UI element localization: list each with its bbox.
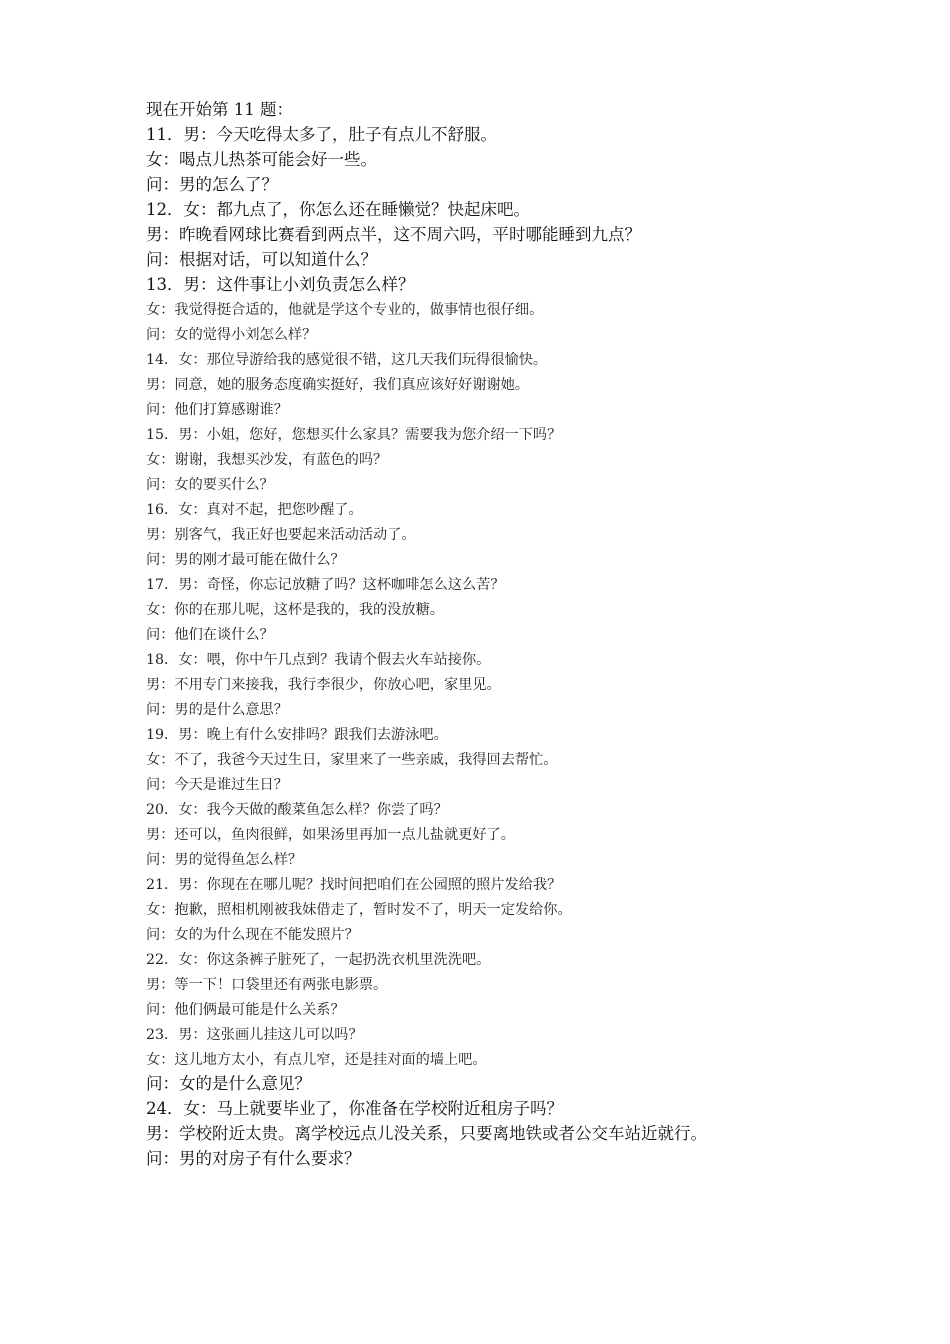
question-line: 问：男的刚才最可能在做什么？ <box>146 552 345 568</box>
question-line: 问：女的觉得小刘怎么样？ <box>146 327 317 343</box>
question-line: 问：女的是什么意见？ <box>146 1074 311 1093</box>
dialogue-line: 11．男：今天吃得太多了，肚子有点儿不舒服。 <box>146 125 497 144</box>
dialogue-line: 18．女：喂，你中午几点到？我请个假去火车站接你。 <box>146 652 491 668</box>
dialogue-line: 男：学校附近太贵。离学校远点儿没关系，只要离地铁或者公交车站近就行。 <box>146 1124 707 1143</box>
dialogue-line: 女：我觉得挺合适的，他就是学这个专业的，做事情也很仔细。 <box>146 302 544 318</box>
dialogue-line: 17．男：奇怪，你忘记放糖了吗？这杯咖啡怎么这么苦？ <box>146 577 505 593</box>
dialogue-line: 女：这儿地方太小，有点儿窄，还是挂对面的墙上吧。 <box>146 1052 487 1068</box>
question-line: 问：根据对话，可以知道什么？ <box>146 250 377 269</box>
dialogue-line: 男：同意，她的服务态度确实挺好，我们真应该好好谢谢她。 <box>146 377 530 393</box>
dialogue-line: 女：谢谢，我想买沙发，有蓝色的吗？ <box>146 452 388 468</box>
dialogue-line: 男：还可以，鱼肉很鲜，如果汤里再加一点儿盐就更好了。 <box>146 827 515 843</box>
dialogue-line: 19．男：晚上有什么安排吗？跟我们去游泳吧。 <box>146 727 448 743</box>
dialogue-line: 女：不了，我爸今天过生日，家里来了一些亲戚，我得回去帮忙。 <box>146 752 558 768</box>
question-line: 问：男的怎么了？ <box>146 175 278 194</box>
dialogue-line: 女：喝点儿热茶可能会好一些。 <box>146 150 377 169</box>
dialogue-line: 女：你的在那儿呢，这杯是我的，我的没放糖。 <box>146 602 444 618</box>
dialogue-line: 22．女：你这条裤子脏死了，一起扔洗衣机里洗洗吧。 <box>146 952 491 968</box>
dialogue-line: 女：抱歉，照相机刚被我妹借走了，暂时发不了，明天一定发给你。 <box>146 902 572 918</box>
dialogue-line: 23．男：这张画儿挂这儿可以吗？ <box>146 1027 363 1043</box>
dialogue-line: 16．女：真对不起，把您吵醒了。 <box>146 502 363 518</box>
dialogue-line: 20．女：我今天做的酸菜鱼怎么样？你尝了吗？ <box>146 802 448 818</box>
question-line: 问：男的是什么意思？ <box>146 702 288 718</box>
question-line: 问：男的对房子有什么要求？ <box>146 1149 361 1168</box>
question-line: 问：男的觉得鱼怎么样？ <box>146 852 303 868</box>
question-line: 问：女的要买什么？ <box>146 477 274 493</box>
question-line: 问：他们俩最可能是什么关系？ <box>146 1002 345 1018</box>
dialogue-line: 男：不用专门来接我，我行李很少，你放心吧，家里见。 <box>146 677 501 693</box>
dialogue-line: 15．男：小姐，您好，您想买什么家具？需要我为您介绍一下吗？ <box>146 427 562 443</box>
question-line: 问：今天是谁过生日？ <box>146 777 288 793</box>
dialogue-line: 24．女：马上就要毕业了，你准备在学校附近租房子吗？ <box>146 1099 563 1118</box>
question-line: 问：他们打算感谢谁？ <box>146 402 288 418</box>
question-line: 问：他们在谈什么？ <box>146 627 274 643</box>
dialogue-line: 14．女：那位导游给我的感觉很不错，这几天我们玩得很愉快。 <box>146 352 548 368</box>
dialogue-line: 男：等一下！口袋里还有两张电影票。 <box>146 977 388 993</box>
dialogue-line: 男：别客气，我正好也要起来活动活动了。 <box>146 527 416 543</box>
dialogue-line: 男：昨晚看网球比赛看到两点半，这不周六吗，平时哪能睡到九点？ <box>146 225 641 244</box>
section-intro: 现在开始第 11 题： <box>146 100 293 119</box>
dialogue-line: 12．女：都九点了，你怎么还在睡懒觉？快起床吧。 <box>146 200 530 219</box>
dialogue-line: 21．男：你现在在哪儿呢？找时间把咱们在公园照的照片发给我？ <box>146 877 562 893</box>
dialogue-line: 13．男：这件事让小刘负责怎么样？ <box>146 275 415 294</box>
question-line: 问：女的为什么现在不能发照片？ <box>146 927 359 943</box>
